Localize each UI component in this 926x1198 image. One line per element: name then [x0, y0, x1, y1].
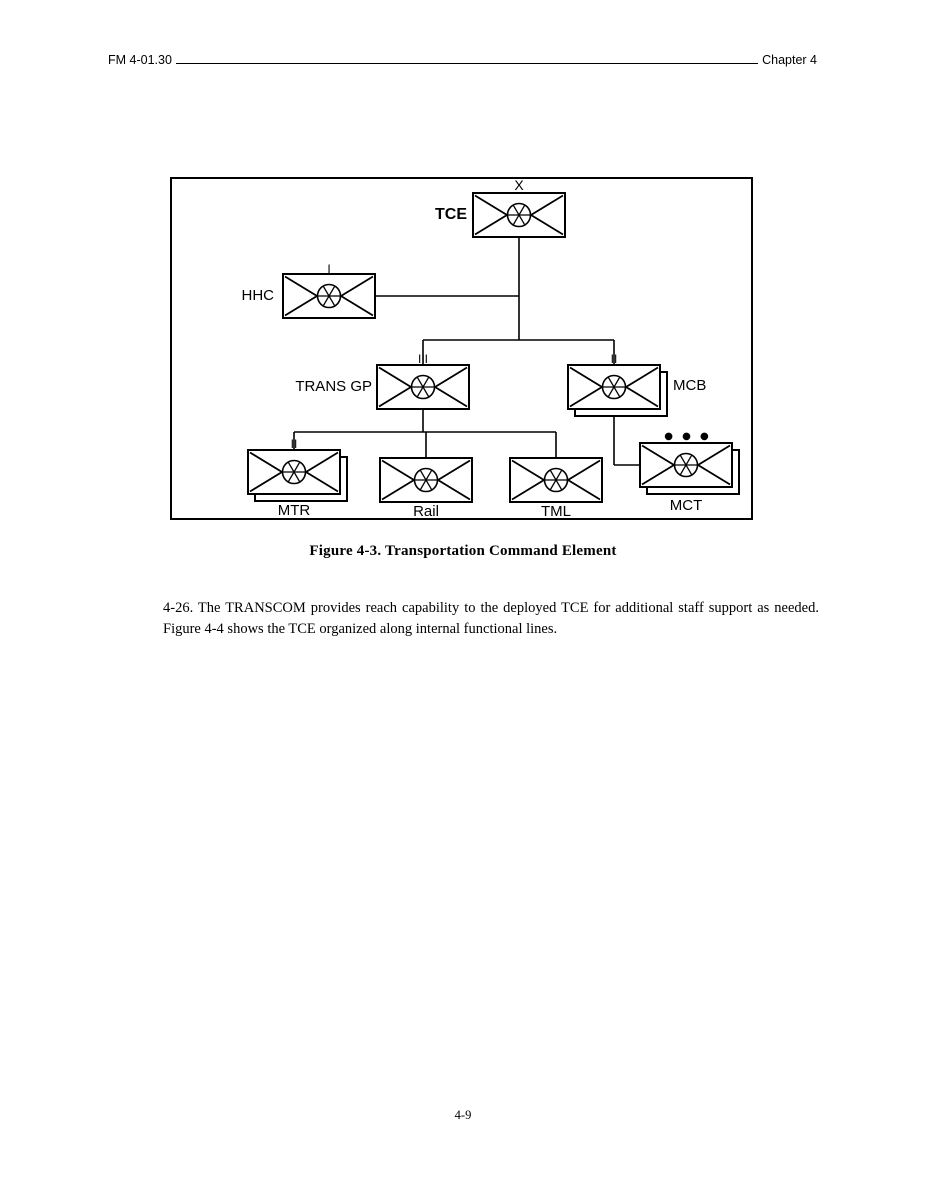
unit-label-tce: TCE — [435, 206, 467, 223]
unit-label-mtr: MTR — [277, 502, 311, 519]
header-doc-id: FM 4-01.30 — [108, 53, 172, 67]
echelon-tce: X — [514, 177, 524, 193]
echelon-trans-gp: III — [417, 352, 429, 366]
header-chapter: Chapter 4 — [762, 53, 817, 67]
transportation-unit-icon — [568, 365, 660, 409]
transportation-unit-icon — [248, 450, 340, 494]
echelon-mct: ● ● ● — [664, 431, 712, 442]
unit-label-mct: MCT — [669, 497, 703, 514]
echelon-mcb: II — [610, 352, 618, 366]
org-chart-figure — [170, 177, 753, 520]
unit-tce — [435, 177, 565, 237]
unit-label-hhc: HHC — [241, 287, 274, 304]
header-rule — [176, 52, 758, 64]
unit-label-tml: TML — [541, 503, 571, 520]
unit-label-mcb: MCB — [673, 377, 707, 394]
page-footer — [0, 1108, 926, 1123]
unit-mcb — [568, 352, 706, 416]
org-chart — [170, 177, 753, 520]
unit-trans-gp — [295, 352, 469, 409]
unit-label-rail: Rail — [413, 503, 439, 520]
unit-mct — [640, 431, 739, 514]
connector-lines — [294, 237, 640, 465]
transportation-unit-icon — [377, 365, 469, 409]
unit-label-trans-gp: TRANS GP — [295, 378, 372, 395]
transportation-unit-icon — [640, 443, 732, 487]
transportation-unit-icon — [283, 274, 375, 318]
transportation-unit-icon — [473, 193, 565, 237]
unit-rail — [380, 458, 472, 520]
figure-caption: Figure 4-3. Transportation Command Element — [309, 543, 617, 559]
page-number: 4-9 — [454, 1108, 472, 1122]
transportation-unit-icon — [510, 458, 602, 502]
unit-mtr — [248, 437, 347, 519]
transportation-unit-icon — [380, 458, 472, 502]
unit-tml — [510, 458, 602, 520]
paragraph-4-26: 4-26. The TRANSCOM provides reach capability to the deployed TCE for additional staff support as needed. Figure 4-4 shows the TCE organized along internal functional lines. — [163, 600, 819, 637]
page-header — [108, 52, 817, 67]
echelon-mtr: II — [290, 437, 298, 451]
unit-hhc — [242, 262, 376, 318]
echelon-hhc: I — [327, 262, 331, 276]
